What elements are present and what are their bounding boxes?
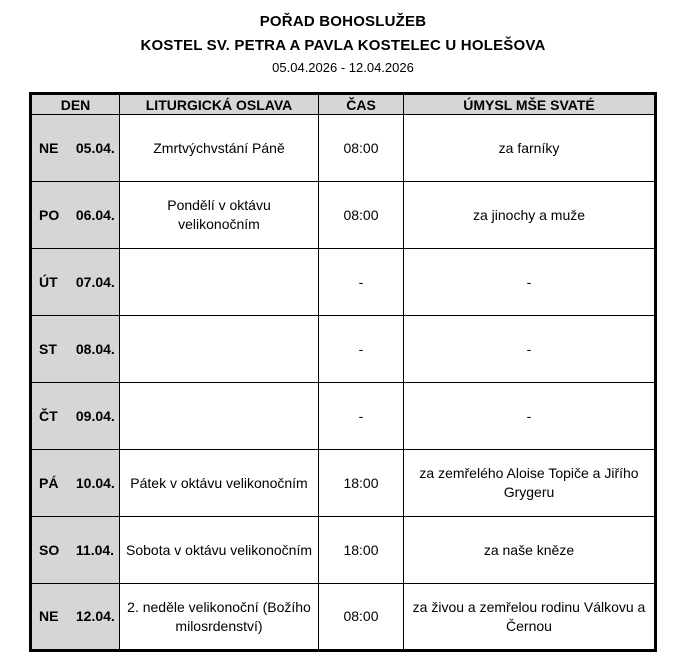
day-cell (31, 249, 120, 316)
schedule-table (29, 92, 657, 652)
table-row (31, 383, 656, 450)
column-header-umysl: ÚMYSL MŠE SVATÉ (404, 94, 656, 115)
table-row (31, 450, 656, 517)
time-cell: - (319, 249, 404, 316)
table-row (31, 316, 656, 383)
intention-cell: - (404, 383, 656, 450)
table-row (31, 115, 656, 182)
day-cell (31, 182, 120, 249)
day-date: 07.04. (75, 273, 115, 290)
time-cell: - (319, 316, 404, 383)
day-abbr: PO (39, 206, 60, 223)
day-abbr: SO (39, 541, 60, 558)
day-abbr: NE (39, 139, 59, 156)
celebration-cell (120, 383, 319, 450)
title-block (0, 13, 686, 75)
celebration-cell: Pondělí v oktávu velikonočním (120, 182, 319, 249)
day-cell (31, 517, 120, 584)
intention-cell: - (404, 316, 656, 383)
page-title: POŘAD BOHOSLUŽEB (259, 13, 427, 30)
celebration-cell (120, 249, 319, 316)
day-abbr: ČT (39, 407, 58, 424)
column-header-cas: ČAS (319, 94, 404, 115)
celebration-cell: Pátek v oktávu velikonočním (120, 450, 319, 517)
day-cell (31, 115, 120, 182)
day-abbr: ST (39, 340, 57, 357)
intention-cell: za zemřelého Aloise Topiče a Jiřího Grygeru (404, 450, 656, 517)
table-row (31, 584, 656, 651)
time-cell: 08:00 (319, 584, 404, 651)
schedule-table-body (31, 115, 656, 651)
celebration-cell (120, 316, 319, 383)
time-cell: 18:00 (319, 517, 404, 584)
day-cell (31, 584, 120, 651)
intention-cell: za jinochy a muže (404, 182, 656, 249)
table-row (31, 517, 656, 584)
day-date: 08.04. (75, 340, 115, 357)
column-header-den: DEN (31, 94, 120, 115)
day-date: 06.04. (75, 206, 115, 223)
day-abbr: NE (39, 608, 59, 625)
celebration-cell: 2. neděle velikonoční (Božího milosrdenství) (120, 584, 319, 651)
celebration-cell: Zmrtvýchvstání Páně (120, 115, 319, 182)
table-row (31, 249, 656, 316)
church-name: KOSTEL SV. PETRA A PAVLA KOSTELEC U HOLEŠOVA (140, 37, 546, 54)
day-date: 11.04. (75, 541, 115, 558)
day-date: 10.04. (75, 474, 115, 491)
table-row (31, 182, 656, 249)
day-date: 05.04. (75, 139, 115, 156)
day-abbr: PÁ (39, 474, 59, 491)
time-cell: 18:00 (319, 450, 404, 517)
day-date: 09.04. (75, 407, 115, 424)
intention-cell: za farníky (404, 115, 656, 182)
schedule-table-header (31, 94, 656, 115)
day-cell (31, 316, 120, 383)
celebration-cell: Sobota v oktávu velikonočním (120, 517, 319, 584)
time-cell: 08:00 (319, 182, 404, 249)
date-range: 05.04.2026 - 12.04.2026 (272, 60, 414, 75)
intention-cell: za naše kněze (404, 517, 656, 584)
column-header-liturgicka-oslava: LITURGICKÁ OSLAVA (120, 94, 319, 115)
header-row (31, 94, 656, 115)
day-cell (31, 450, 120, 517)
time-cell: 08:00 (319, 115, 404, 182)
day-abbr: ÚT (39, 273, 58, 290)
intention-cell: za živou a zemřelou rodinu Válkovu a Černou (404, 584, 656, 651)
day-cell (31, 383, 120, 450)
time-cell: - (319, 383, 404, 450)
day-date: 12.04. (75, 608, 115, 625)
intention-cell: - (404, 249, 656, 316)
